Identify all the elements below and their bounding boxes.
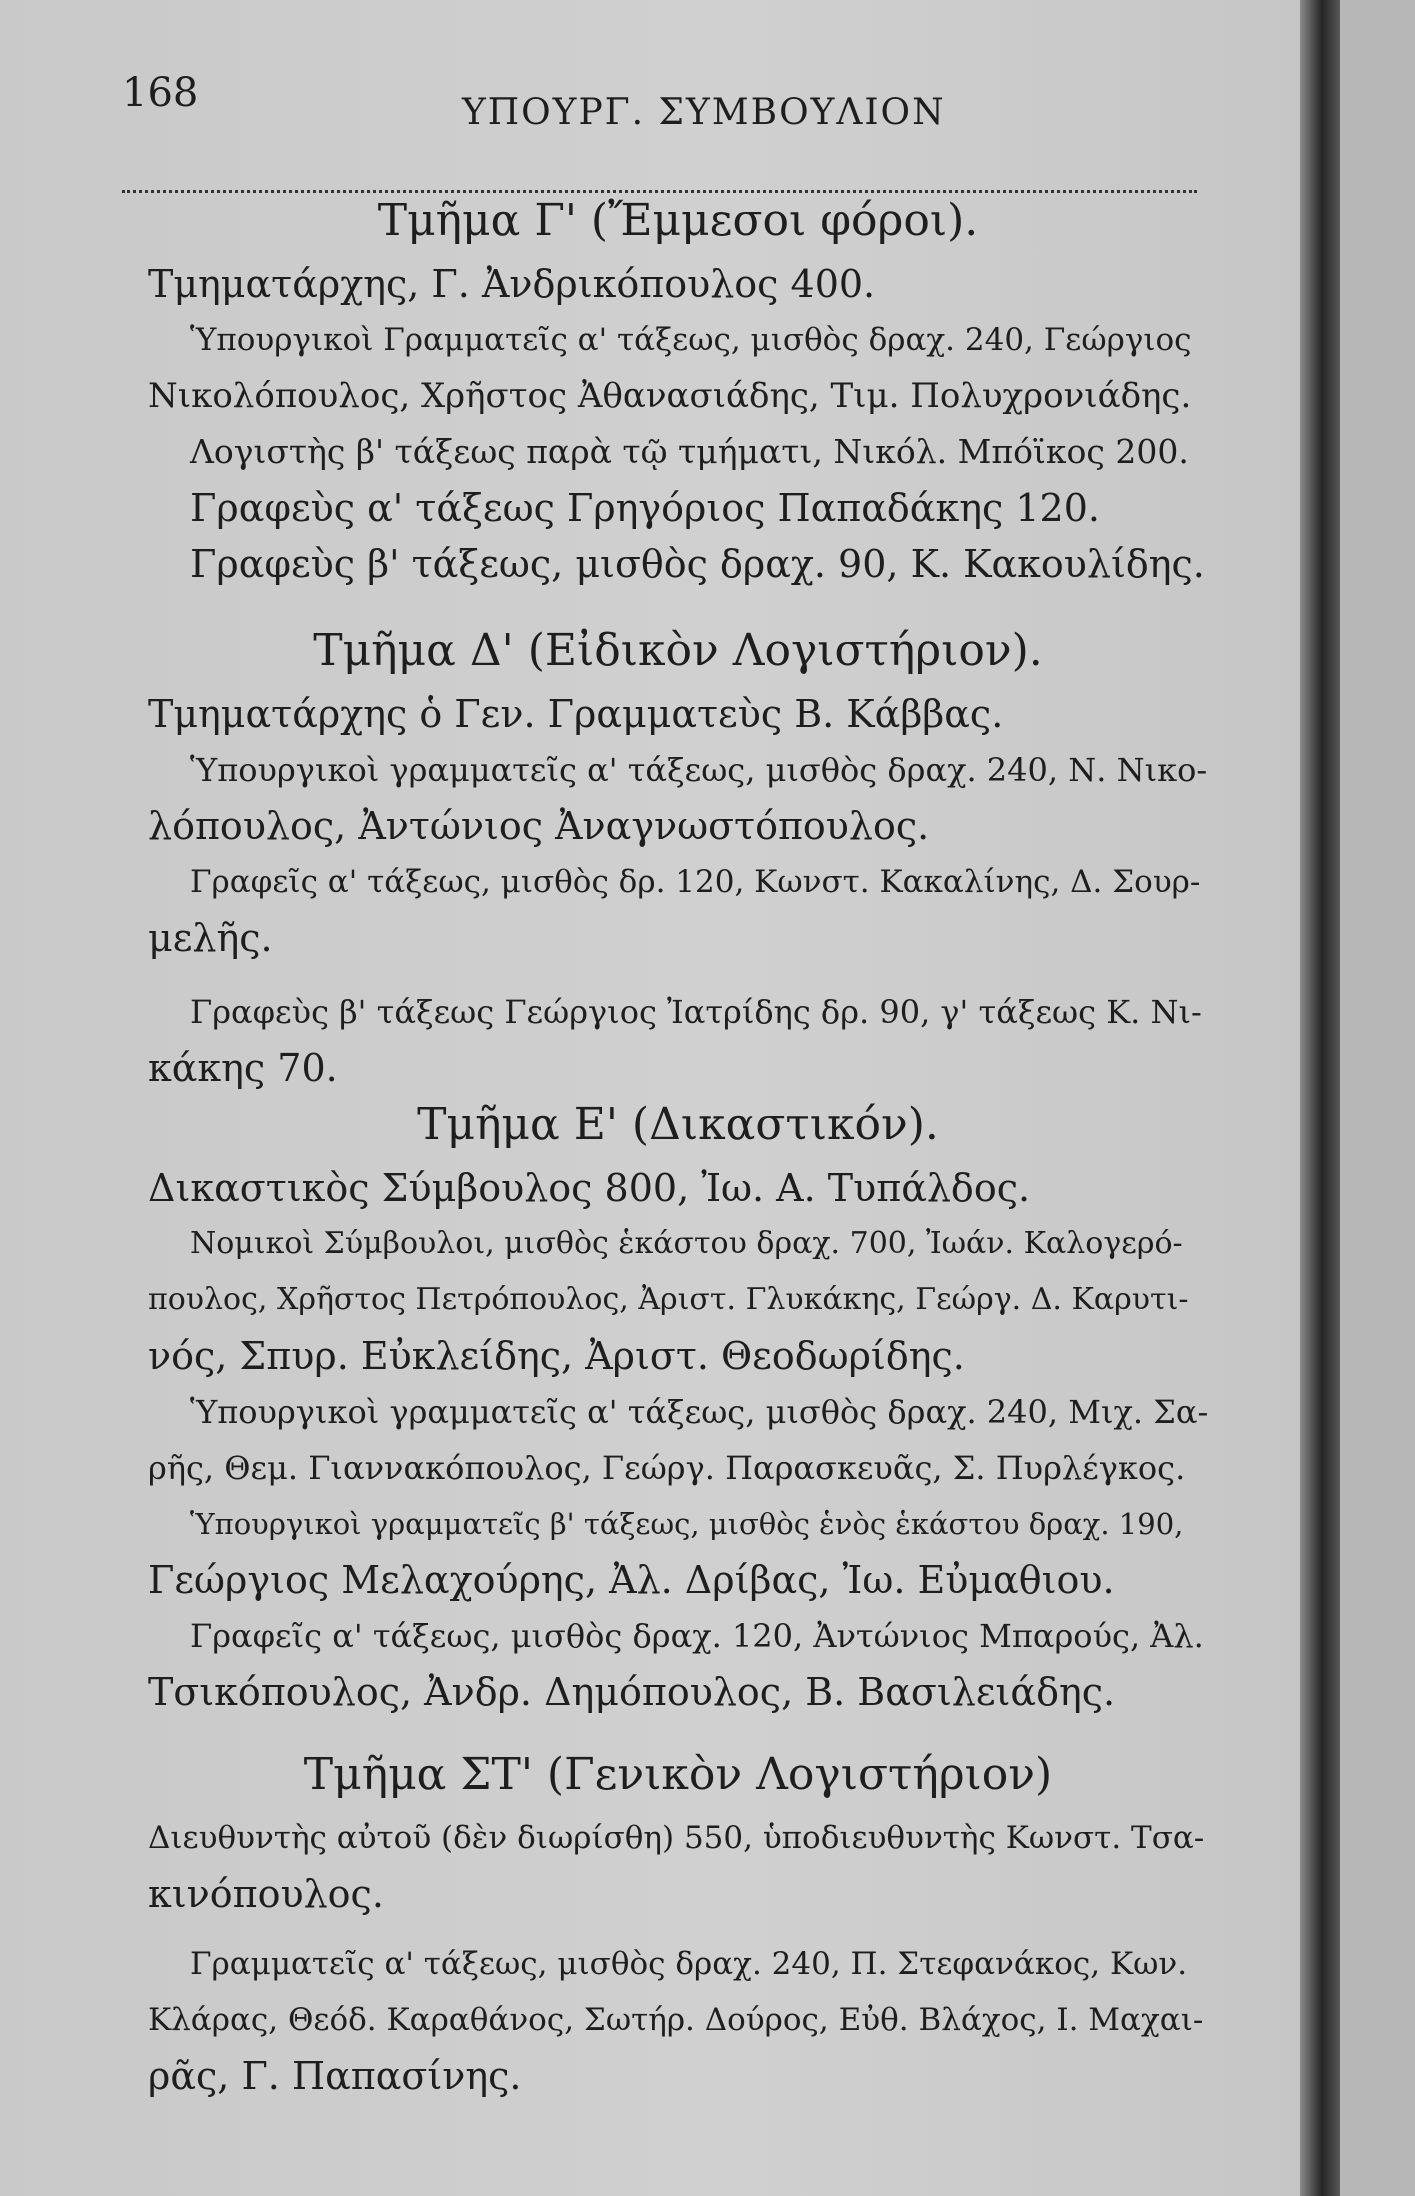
text-line: μελῆς.	[148, 916, 273, 960]
section-title: Τμῆμα Ε' (Δικαστικόν).	[417, 1099, 939, 1150]
text-line: Γραφεῖς α' τάξεως, μισθὸς δραχ. 120, Ἀντώνιος Μπαρούς, Ἀλ.	[190, 1617, 1204, 1655]
running-title: ΥΠΟΥΡΓ. ΣΥΜΒΟΥΛΙΟΝ	[462, 92, 946, 133]
section-title: Τμῆμα Δ' (Εἰδικὸν Λογιστήριον).	[313, 625, 1043, 676]
text-line: Τσικόπουλος, Ἀνδρ. Δημόπουλος, Β. Βασιλειάδης.	[148, 1670, 1116, 1714]
text-line: Κλάρας, Θεόδ. Καραθάνος, Σωτήρ. Δούρος, Εὐθ. Βλάχος, Ι. Μαχαι-	[148, 2002, 1204, 2038]
section-d	[148, 616, 1208, 1096]
facing-page-edge	[1340, 0, 1415, 2196]
text-line: λόπουλος, Ἀντώνιος Ἀναγνωστόπουλος.	[148, 804, 930, 848]
text-line: κινόπουλος.	[148, 1872, 384, 1916]
text-line: Λογιστὴς β' τάξεως παρὰ τῷ τμήματι, Νικόλ. Μπόϊκος 200.	[190, 432, 1189, 471]
section-e	[148, 1090, 1208, 1720]
text-line: Γραφεὺς β' τάξεως Γεώργιος Ἰατρίδης δρ. 90, γ' τάξεως Κ. Νι-	[190, 993, 1202, 1031]
section-f	[148, 1740, 1208, 2104]
text-line: Τμηματάρχης, Γ. Ἀνδρικόπουλος 400.	[148, 262, 876, 306]
text-line: πουλος, Χρῆστος Πετρόπουλος, Ἀριστ. Γλυκάκης, Γεώργ. Δ. Καρυτι-	[148, 1282, 1189, 1317]
text-line: Διευθυντὴς αὐτοῦ (δὲν διωρίσθη) 550, ὑποδιευθυντὴς Κωνστ. Τσα-	[148, 1820, 1205, 1856]
text-line: Ὑπουργικοὶ γραμματεῖς α' τάξεως, μισθὸς δραχ. 240, Μιχ. Σα-	[190, 1393, 1209, 1431]
text-line: Γραφεὺς α' τάξεως Γρηγόριος Παπαδάκης 120.	[190, 486, 1100, 530]
page-header	[122, 62, 1197, 142]
text-line: Δικαστικὸς Σύμβουλος 800, Ἰω. Α. Τυπάλδος.	[148, 1166, 1031, 1210]
text-line: κάκης 70.	[148, 1046, 338, 1090]
text-line: Γεώργιος Μελαχούρης, Ἀλ. Δρίβας, Ἰω. Εὐμαθιου.	[148, 1558, 1115, 1602]
text-line: Γραφεὺς β' τάξεως, μισθὸς δραχ. 90, Κ. Κακουλίδης.	[190, 542, 1205, 586]
section-c	[148, 186, 1208, 592]
section-title: Τμῆμα Γ' (Ἔμμεσοι φόροι).	[377, 195, 979, 246]
section-title: Τμῆμα ΣΤ' (Γενικὸν Λογιστήριον)	[303, 1749, 1053, 1800]
text-line: Γραμματεῖς α' τάξεως, μισθὸς δραχ. 240, Π. Στεφανάκος, Κων.	[190, 1946, 1188, 1982]
text-line: Γραφεῖς α' τάξεως, μισθὸς δρ. 120, Κωνστ. Κακαλίνης, Δ. Σουρ-	[190, 864, 1201, 900]
book-spine	[1300, 0, 1340, 2196]
text-line: Ὑπουργικοὶ γραμματεῖς β' τάξεως, μισθὸς ἑνὸς ἑκάστου δραχ. 190,	[190, 1507, 1184, 1541]
text-line: ρᾶς, Γ. Παπασίνης.	[148, 2054, 522, 2098]
text-line: Ὑπουργικοὶ Γραμματεῖς α' τάξεως, μισθὸς δραχ. 240, Γεώργιος	[190, 322, 1192, 358]
text-line: Τμηματάρχης ὁ Γεν. Γραμματεὺς Β. Κάββας.	[148, 692, 1004, 736]
text-line: Ὑπουργικοὶ γραμματεῖς α' τάξεως, μισθὸς δραχ. 240, Ν. Νικο-	[190, 751, 1208, 789]
text-line: ρῆς, Θεμ. Γιαννακόπουλος, Γεώργ. Παρασκευᾶς, Σ. Πυρλέγκος.	[148, 1449, 1186, 1487]
text-line: νός, Σπυρ. Εὐκλείδης, Ἀριστ. Θεοδωρίδης.	[148, 1334, 965, 1378]
text-line: Νικολόπουλος, Χρῆστος Ἀθανασιάδης, Τιμ. Πολυχρονιάδης.	[148, 376, 1192, 416]
text-line: Νομικοὶ Σύμβουλοι, μισθὸς ἑκάστου δραχ. 700, Ἰωάν. Καλογερό-	[190, 1226, 1183, 1261]
page-number: 168	[122, 70, 199, 116]
